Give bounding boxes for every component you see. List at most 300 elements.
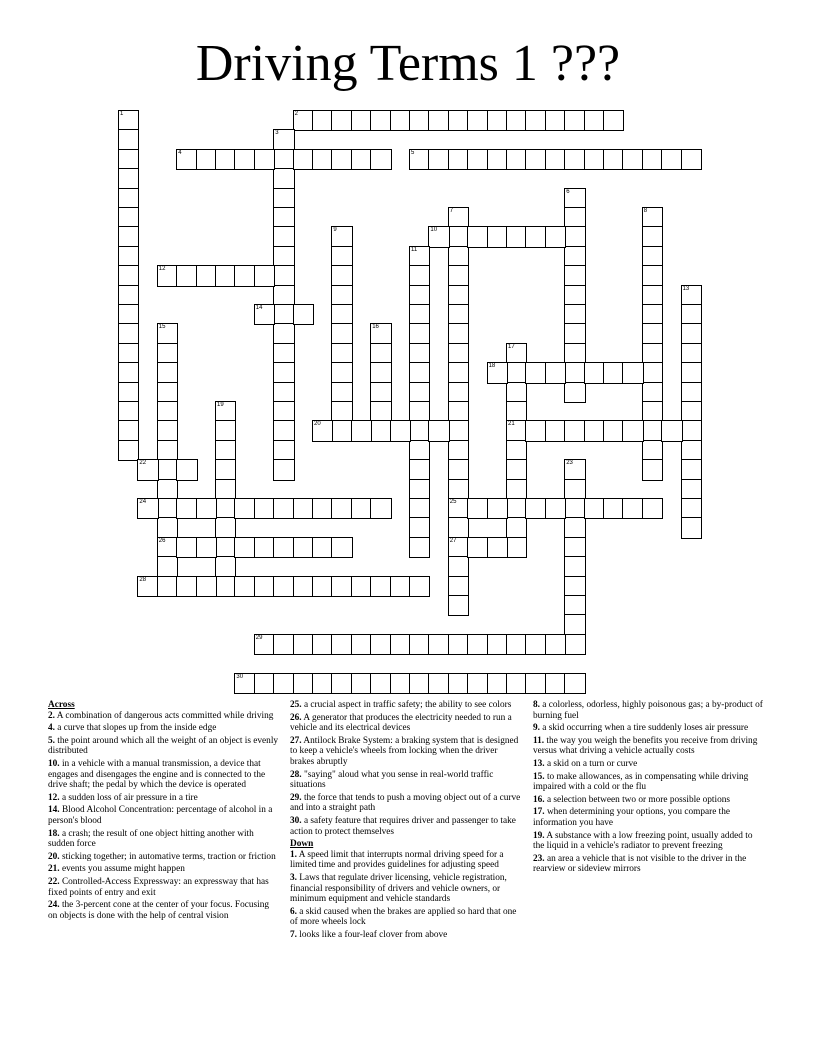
grid-cell[interactable]: [273, 188, 294, 209]
grid-cell[interactable]: [331, 265, 352, 286]
grid-cell[interactable]: [409, 304, 430, 325]
grid-cell[interactable]: [331, 323, 352, 344]
grid-cell[interactable]: [157, 440, 178, 461]
grid-cell[interactable]: [331, 343, 352, 364]
grid-cell[interactable]: [293, 634, 314, 655]
grid-cell[interactable]: [681, 382, 702, 403]
grid-cell[interactable]: [215, 149, 236, 170]
grid-cell[interactable]: [273, 323, 294, 344]
grid-cell[interactable]: [525, 149, 546, 170]
grid-cell[interactable]: [351, 110, 372, 131]
grid-cell[interactable]: [409, 265, 430, 286]
grid-cell[interactable]: [273, 537, 294, 558]
grid-cell[interactable]: [622, 149, 643, 170]
grid-cell[interactable]: [215, 265, 236, 286]
grid-cell[interactable]: [681, 362, 702, 383]
grid-cell[interactable]: [312, 498, 333, 519]
grid-cell[interactable]: [390, 634, 411, 655]
grid-cell[interactable]: [215, 517, 236, 538]
grid-cell[interactable]: [564, 479, 585, 500]
grid-cell[interactable]: [642, 285, 663, 306]
grid-cell[interactable]: [564, 362, 585, 383]
grid-cell[interactable]: [157, 343, 178, 364]
grid-cell[interactable]: [370, 498, 391, 519]
grid-cell[interactable]: [681, 401, 702, 422]
grid-cell[interactable]: [273, 226, 294, 247]
grid-cell[interactable]: [254, 265, 275, 286]
grid-cell[interactable]: [564, 382, 585, 403]
grid-cell[interactable]: [506, 537, 527, 558]
grid-cell[interactable]: [331, 149, 352, 170]
grid-cell[interactable]: [467, 673, 488, 694]
grid-cell[interactable]: [331, 537, 352, 558]
grid-cell[interactable]: [448, 595, 469, 616]
grid-cell[interactable]: [273, 129, 294, 150]
grid-cell[interactable]: [564, 673, 585, 694]
grid-cell[interactable]: [234, 537, 255, 558]
grid-cell[interactable]: [273, 246, 294, 267]
grid-cell[interactable]: [409, 420, 430, 441]
grid-cell[interactable]: [157, 537, 178, 558]
grid-cell[interactable]: [428, 149, 449, 170]
grid-cell[interactable]: [118, 129, 139, 150]
grid-cell[interactable]: [273, 440, 294, 461]
grid-cell[interactable]: [506, 343, 527, 364]
grid-cell[interactable]: [642, 343, 663, 364]
grid-cell[interactable]: [118, 420, 139, 441]
grid-cell[interactable]: [642, 226, 663, 247]
grid-cell[interactable]: [215, 556, 236, 577]
grid-cell[interactable]: [409, 285, 430, 306]
grid-cell[interactable]: [448, 382, 469, 403]
grid-cell[interactable]: [351, 420, 372, 441]
grid-cell[interactable]: [234, 498, 255, 519]
grid-cell[interactable]: [409, 459, 430, 480]
grid-cell[interactable]: [681, 459, 702, 480]
grid-cell[interactable]: [293, 304, 314, 325]
grid-cell[interactable]: [506, 226, 527, 247]
grid-cell[interactable]: [254, 304, 275, 325]
grid-cell[interactable]: [448, 323, 469, 344]
grid-cell[interactable]: [409, 110, 430, 131]
grid-cell[interactable]: [428, 420, 449, 441]
grid-cell[interactable]: [487, 673, 508, 694]
grid-cell[interactable]: [681, 304, 702, 325]
grid-cell[interactable]: [390, 673, 411, 694]
grid-cell[interactable]: [661, 149, 682, 170]
grid-cell[interactable]: [409, 673, 430, 694]
grid-cell[interactable]: [487, 498, 508, 519]
grid-cell[interactable]: [564, 207, 585, 228]
grid-cell[interactable]: [584, 110, 605, 131]
grid-cell[interactable]: [506, 149, 527, 170]
grid-cell[interactable]: [506, 362, 527, 383]
grid-cell[interactable]: [603, 362, 624, 383]
grid-cell[interactable]: [331, 362, 352, 383]
grid-cell[interactable]: [196, 576, 217, 597]
grid-cell[interactable]: [448, 149, 469, 170]
grid-cell[interactable]: [176, 537, 197, 558]
grid-cell[interactable]: [118, 440, 139, 461]
grid-cell[interactable]: [525, 226, 546, 247]
grid-cell[interactable]: [506, 459, 527, 480]
grid-cell[interactable]: [293, 576, 314, 597]
grid-cell[interactable]: [254, 149, 275, 170]
grid-cell[interactable]: [409, 576, 430, 597]
grid-cell[interactable]: [448, 343, 469, 364]
grid-cell[interactable]: [254, 673, 275, 694]
grid-cell[interactable]: [273, 207, 294, 228]
grid-cell[interactable]: [642, 420, 663, 441]
grid-cell[interactable]: [370, 323, 391, 344]
grid-cell[interactable]: [331, 382, 352, 403]
grid-cell[interactable]: [642, 265, 663, 286]
grid-cell[interactable]: [351, 634, 372, 655]
grid-cell[interactable]: [118, 149, 139, 170]
grid-cell[interactable]: [351, 498, 372, 519]
grid-cell[interactable]: [370, 362, 391, 383]
grid-cell[interactable]: [525, 110, 546, 131]
grid-cell[interactable]: [409, 323, 430, 344]
grid-cell[interactable]: [118, 304, 139, 325]
grid-cell[interactable]: [312, 673, 333, 694]
grid-cell[interactable]: [448, 517, 469, 538]
grid-cell[interactable]: [564, 459, 585, 480]
grid-cell[interactable]: [681, 343, 702, 364]
grid-cell[interactable]: [370, 673, 391, 694]
grid-cell[interactable]: [448, 285, 469, 306]
grid-cell[interactable]: [642, 459, 663, 480]
grid-cell[interactable]: [409, 517, 430, 538]
grid-cell[interactable]: [234, 576, 255, 597]
grid-cell[interactable]: [118, 246, 139, 267]
grid-cell[interactable]: [467, 110, 488, 131]
grid-cell[interactable]: [215, 401, 236, 422]
grid-cell[interactable]: [409, 149, 430, 170]
grid-cell[interactable]: [273, 401, 294, 422]
grid-cell[interactable]: [273, 673, 294, 694]
grid-cell[interactable]: [351, 576, 372, 597]
grid-cell[interactable]: [448, 459, 469, 480]
grid-cell[interactable]: [525, 634, 546, 655]
grid-cell[interactable]: [487, 634, 508, 655]
grid-cell[interactable]: [118, 323, 139, 344]
grid-cell[interactable]: [545, 149, 566, 170]
grid-cell[interactable]: [467, 537, 488, 558]
grid-cell[interactable]: [564, 614, 585, 635]
grid-cell[interactable]: [506, 382, 527, 403]
grid-cell[interactable]: [525, 362, 546, 383]
grid-cell[interactable]: [525, 420, 546, 441]
grid-cell[interactable]: [545, 673, 566, 694]
grid-cell[interactable]: [564, 517, 585, 538]
grid-cell[interactable]: [331, 420, 352, 441]
grid-cell[interactable]: [448, 304, 469, 325]
grid-cell[interactable]: [157, 420, 178, 441]
grid-cell[interactable]: [370, 401, 391, 422]
grid-cell[interactable]: [215, 459, 236, 480]
grid-cell[interactable]: [157, 556, 178, 577]
grid-cell[interactable]: [293, 673, 314, 694]
grid-cell[interactable]: [390, 110, 411, 131]
grid-cell[interactable]: [448, 634, 469, 655]
grid-cell[interactable]: [196, 149, 217, 170]
grid-cell[interactable]: [642, 246, 663, 267]
grid-cell[interactable]: [176, 498, 197, 519]
grid-cell[interactable]: [448, 479, 469, 500]
grid-cell[interactable]: [506, 420, 527, 441]
grid-cell[interactable]: [254, 498, 275, 519]
grid-cell[interactable]: [467, 149, 488, 170]
grid-cell[interactable]: [564, 285, 585, 306]
grid-cell[interactable]: [642, 440, 663, 461]
grid-cell[interactable]: [642, 323, 663, 344]
grid-cell[interactable]: [273, 459, 294, 480]
grid-cell[interactable]: [331, 498, 352, 519]
grid-cell[interactable]: [448, 362, 469, 383]
grid-cell[interactable]: [273, 382, 294, 403]
grid-cell[interactable]: [118, 285, 139, 306]
grid-cell[interactable]: [564, 595, 585, 616]
grid-cell[interactable]: [681, 149, 702, 170]
grid-cell[interactable]: [273, 285, 294, 306]
grid-cell[interactable]: [409, 634, 430, 655]
grid-cell[interactable]: [312, 634, 333, 655]
grid-cell[interactable]: [118, 110, 139, 131]
grid-cell[interactable]: [390, 420, 411, 441]
grid-cell[interactable]: [157, 517, 178, 538]
grid-cell[interactable]: [176, 576, 197, 597]
grid-cell[interactable]: [196, 537, 217, 558]
grid-cell[interactable]: [584, 362, 605, 383]
grid-cell[interactable]: [118, 265, 139, 286]
grid-cell[interactable]: [487, 362, 508, 383]
grid-cell[interactable]: [293, 110, 314, 131]
grid-cell[interactable]: [312, 537, 333, 558]
grid-cell[interactable]: [584, 420, 605, 441]
grid-cell[interactable]: [273, 265, 294, 286]
grid-cell[interactable]: [157, 498, 178, 519]
grid-cell[interactable]: [157, 362, 178, 383]
grid-cell[interactable]: [545, 226, 566, 247]
grid-cell[interactable]: [506, 110, 527, 131]
grid-cell[interactable]: [564, 188, 585, 209]
grid-cell[interactable]: [564, 420, 585, 441]
grid-cell[interactable]: [157, 401, 178, 422]
grid-cell[interactable]: [525, 498, 546, 519]
grid-cell[interactable]: [525, 673, 546, 694]
grid-cell[interactable]: [215, 420, 236, 441]
grid-cell[interactable]: [545, 634, 566, 655]
grid-cell[interactable]: [603, 498, 624, 519]
grid-cell[interactable]: [118, 226, 139, 247]
grid-cell[interactable]: [137, 498, 158, 519]
grid-cell[interactable]: [564, 110, 585, 131]
grid-cell[interactable]: [428, 634, 449, 655]
grid-cell[interactable]: [681, 440, 702, 461]
grid-cell[interactable]: [564, 537, 585, 558]
grid-cell[interactable]: [157, 576, 178, 597]
grid-cell[interactable]: [448, 246, 469, 267]
grid-cell[interactable]: [370, 343, 391, 364]
grid-cell[interactable]: [234, 265, 255, 286]
grid-cell[interactable]: [409, 362, 430, 383]
grid-cell[interactable]: [564, 498, 585, 519]
grid-cell[interactable]: [331, 285, 352, 306]
grid-cell[interactable]: [506, 634, 527, 655]
grid-cell[interactable]: [467, 498, 488, 519]
grid-cell[interactable]: [157, 382, 178, 403]
grid-cell[interactable]: [331, 226, 352, 247]
grid-cell[interactable]: [409, 479, 430, 500]
grid-cell[interactable]: [176, 265, 197, 286]
grid-cell[interactable]: [331, 110, 352, 131]
grid-cell[interactable]: [506, 673, 527, 694]
grid-cell[interactable]: [506, 401, 527, 422]
grid-cell[interactable]: [312, 576, 333, 597]
grid-cell[interactable]: [428, 673, 449, 694]
grid-cell[interactable]: [545, 110, 566, 131]
grid-cell[interactable]: [409, 246, 430, 267]
grid-cell[interactable]: [622, 362, 643, 383]
grid-cell[interactable]: [409, 401, 430, 422]
grid-cell[interactable]: [681, 285, 702, 306]
grid-cell[interactable]: [603, 149, 624, 170]
grid-cell[interactable]: [564, 576, 585, 597]
grid-cell[interactable]: [273, 168, 294, 189]
grid-cell[interactable]: [448, 498, 469, 519]
grid-cell[interactable]: [215, 576, 236, 597]
grid-cell[interactable]: [273, 576, 294, 597]
grid-cell[interactable]: [409, 498, 430, 519]
grid-cell[interactable]: [234, 673, 255, 694]
grid-cell[interactable]: [293, 498, 314, 519]
grid-cell[interactable]: [545, 420, 566, 441]
grid-cell[interactable]: [448, 576, 469, 597]
grid-cell[interactable]: [506, 498, 527, 519]
grid-cell[interactable]: [681, 420, 702, 441]
grid-cell[interactable]: [157, 459, 178, 480]
grid-cell[interactable]: [681, 498, 702, 519]
grid-cell[interactable]: [409, 382, 430, 403]
grid-cell[interactable]: [293, 149, 314, 170]
grid-cell[interactable]: [176, 459, 197, 480]
grid-cell[interactable]: [312, 110, 333, 131]
grid-cell[interactable]: [118, 168, 139, 189]
grid-cell[interactable]: [448, 207, 469, 228]
grid-cell[interactable]: [118, 401, 139, 422]
grid-cell[interactable]: [118, 382, 139, 403]
grid-cell[interactable]: [564, 304, 585, 325]
grid-cell[interactable]: [681, 517, 702, 538]
grid-cell[interactable]: [312, 420, 333, 441]
grid-cell[interactable]: [273, 149, 294, 170]
grid-cell[interactable]: [157, 323, 178, 344]
grid-cell[interactable]: [448, 110, 469, 131]
grid-cell[interactable]: [273, 420, 294, 441]
grid-cell[interactable]: [331, 576, 352, 597]
grid-cell[interactable]: [273, 343, 294, 364]
grid-cell[interactable]: [331, 304, 352, 325]
grid-cell[interactable]: [157, 265, 178, 286]
grid-cell[interactable]: [118, 343, 139, 364]
grid-cell[interactable]: [642, 304, 663, 325]
grid-cell[interactable]: [642, 382, 663, 403]
grid-cell[interactable]: [681, 479, 702, 500]
grid-cell[interactable]: [409, 440, 430, 461]
grid-cell[interactable]: [545, 498, 566, 519]
grid-cell[interactable]: [564, 343, 585, 364]
grid-cell[interactable]: [487, 537, 508, 558]
grid-cell[interactable]: [564, 323, 585, 344]
grid-cell[interactable]: [157, 479, 178, 500]
grid-cell[interactable]: [273, 498, 294, 519]
grid-cell[interactable]: [137, 459, 158, 480]
grid-cell[interactable]: [370, 576, 391, 597]
grid-cell[interactable]: [506, 479, 527, 500]
grid-cell[interactable]: [448, 265, 469, 286]
grid-cell[interactable]: [215, 537, 236, 558]
grid-cell[interactable]: [351, 149, 372, 170]
grid-cell[interactable]: [584, 498, 605, 519]
grid-cell[interactable]: [234, 149, 255, 170]
grid-cell[interactable]: [564, 265, 585, 286]
grid-cell[interactable]: [564, 556, 585, 577]
grid-cell[interactable]: [642, 498, 663, 519]
grid-cell[interactable]: [312, 149, 333, 170]
grid-cell[interactable]: [564, 226, 585, 247]
grid-cell[interactable]: [370, 634, 391, 655]
grid-cell[interactable]: [293, 537, 314, 558]
grid-cell[interactable]: [642, 207, 663, 228]
grid-cell[interactable]: [506, 440, 527, 461]
grid-cell[interactable]: [642, 362, 663, 383]
grid-cell[interactable]: [564, 246, 585, 267]
grid-cell[interactable]: [661, 420, 682, 441]
grid-cell[interactable]: [642, 149, 663, 170]
grid-cell[interactable]: [273, 634, 294, 655]
grid-cell[interactable]: [370, 149, 391, 170]
grid-cell[interactable]: [370, 382, 391, 403]
grid-cell[interactable]: [331, 634, 352, 655]
grid-cell[interactable]: [448, 537, 469, 558]
grid-cell[interactable]: [409, 343, 430, 364]
grid-cell[interactable]: [564, 149, 585, 170]
grid-cell[interactable]: [467, 226, 488, 247]
grid-cell[interactable]: [448, 440, 469, 461]
grid-cell[interactable]: [351, 673, 372, 694]
grid-cell[interactable]: [331, 246, 352, 267]
grid-cell[interactable]: [176, 149, 197, 170]
grid-cell[interactable]: [254, 537, 275, 558]
grid-cell[interactable]: [584, 149, 605, 170]
grid-cell[interactable]: [118, 207, 139, 228]
grid-cell[interactable]: [215, 479, 236, 500]
grid-cell[interactable]: [409, 537, 430, 558]
grid-cell[interactable]: [331, 673, 352, 694]
grid-cell[interactable]: [118, 188, 139, 209]
grid-cell[interactable]: [254, 634, 275, 655]
grid-cell[interactable]: [390, 576, 411, 597]
grid-cell[interactable]: [603, 420, 624, 441]
grid-cell[interactable]: [467, 634, 488, 655]
grid-cell[interactable]: [196, 265, 217, 286]
grid-cell[interactable]: [196, 498, 217, 519]
grid-cell[interactable]: [370, 420, 391, 441]
grid-cell[interactable]: [681, 323, 702, 344]
grid-cell[interactable]: [273, 362, 294, 383]
grid-cell[interactable]: [118, 362, 139, 383]
